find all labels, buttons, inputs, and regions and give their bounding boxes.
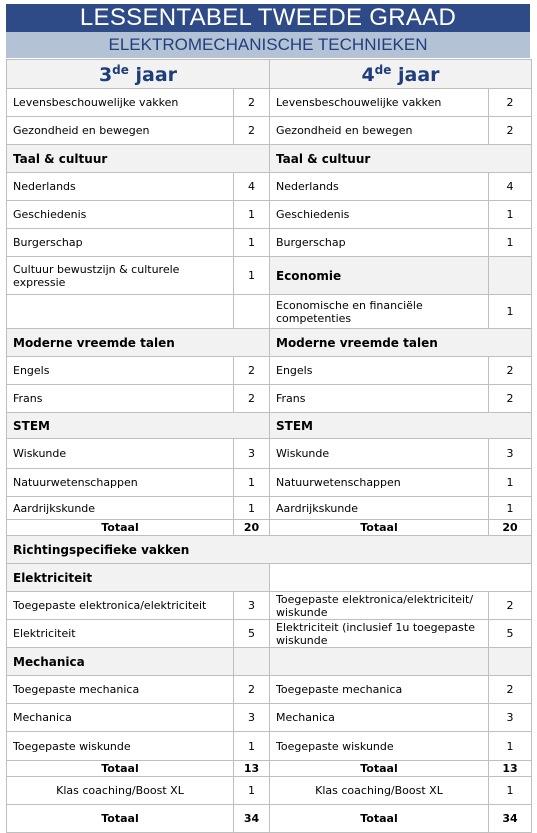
subject-name: Toegepaste mechanica: [7, 676, 234, 704]
subject-name: Klas coaching/Boost XL: [270, 777, 489, 805]
table-row: [7, 385, 532, 413]
total-label: Totaal: [270, 805, 489, 833]
hours-value: 2: [234, 385, 270, 413]
subject-name: Frans: [270, 385, 489, 413]
hours-value: 2: [234, 89, 270, 117]
total-value: 20: [234, 520, 270, 536]
category-label: Taal & cultuur: [7, 145, 270, 173]
subject-name: Aardrijkskunde: [7, 497, 234, 520]
hours-value: 1: [489, 777, 532, 805]
subject-name: Geschiedenis: [270, 201, 489, 229]
hours-value: [489, 257, 532, 295]
category-label: Elektriciteit: [7, 564, 270, 592]
hours-value: 2: [489, 117, 532, 145]
category-label: Moderne vreemde talen: [270, 329, 532, 357]
subject-name: Levensbeschouwelijke vakken: [7, 89, 234, 117]
hours-value: 2: [489, 385, 532, 413]
total-value: 34: [234, 805, 270, 833]
subject-name: Nederlands: [7, 173, 234, 201]
total-label: Totaal: [270, 520, 489, 536]
hours-value: 1: [489, 229, 532, 257]
category-row: [7, 145, 532, 173]
subject-name: Mechanica: [7, 704, 234, 732]
empty-cell: [270, 648, 489, 676]
subject-name: Engels: [270, 357, 489, 385]
hours-value: 4: [489, 173, 532, 201]
total-label: Totaal: [7, 805, 234, 833]
subject-name: [7, 295, 234, 329]
subject-name: Economische en financiële competenties: [270, 295, 489, 329]
subject-name: Engels: [7, 357, 234, 385]
subject-name: Wiskunde: [270, 439, 489, 469]
total-label: Totaal: [7, 520, 234, 536]
category-row: [7, 413, 532, 439]
hours-value: 1: [234, 201, 270, 229]
hours-value: [234, 295, 270, 329]
hours-value: 3: [234, 592, 270, 620]
table-row: [7, 704, 532, 732]
hours-value: 5: [489, 620, 532, 648]
subject-name: Burgerschap: [7, 229, 234, 257]
hours-value: 1: [489, 295, 532, 329]
table-row: [7, 117, 532, 145]
total-value: 13: [489, 761, 532, 777]
hours-value: 1: [234, 229, 270, 257]
table-row: [7, 173, 532, 201]
hours-value: 1: [234, 777, 270, 805]
total-value: 13: [234, 761, 270, 777]
subject-name: Gezondheid en bewegen: [270, 117, 489, 145]
hours-value: 1: [234, 469, 270, 497]
table-row: [7, 469, 532, 497]
subject-name: Gezondheid en bewegen: [7, 117, 234, 145]
hours-value: 2: [234, 676, 270, 704]
category-label: Taal & cultuur: [270, 145, 532, 173]
hours-value: 1: [489, 497, 532, 520]
table-row: [7, 257, 532, 295]
subject-name: Elektriciteit: [7, 620, 234, 648]
table-row: [7, 732, 532, 761]
subject-name: Natuurwetenschappen: [270, 469, 489, 497]
subject-name: Toegepaste elektronica/elektriciteit: [7, 592, 234, 620]
total-label: Totaal: [7, 761, 234, 777]
table-row: [7, 89, 532, 117]
empty-cell: [489, 648, 532, 676]
hours-value: 1: [489, 732, 532, 761]
subject-name: Mechanica: [270, 704, 489, 732]
subject-name: Wiskunde: [7, 439, 234, 469]
hours-value: 3: [234, 704, 270, 732]
hours-value: 2: [489, 89, 532, 117]
category-label: Economie: [270, 257, 489, 295]
subject-name: Cultuur bewustzijn & culturele expressie: [7, 257, 234, 295]
table-row: [7, 229, 532, 257]
category-row: [7, 564, 532, 592]
subject-name: Levensbeschouwelijke vakken: [270, 89, 489, 117]
subject-name: Geschiedenis: [7, 201, 234, 229]
total-row: [7, 761, 532, 777]
year-4-header: 4de jaar: [270, 60, 532, 89]
category-label: Mechanica: [7, 648, 234, 676]
total-row: [7, 805, 532, 833]
hours-value: 4: [234, 173, 270, 201]
category-row: [7, 648, 532, 676]
table-row: [7, 497, 532, 520]
category-row: [7, 329, 532, 357]
hours-value: 2: [489, 592, 532, 620]
total-row: [7, 520, 532, 536]
hours-value: 5: [234, 620, 270, 648]
year-3-header: 3de jaar: [7, 60, 270, 89]
subject-name: Toegepaste wiskunde: [270, 732, 489, 761]
category-label: STEM: [270, 413, 532, 439]
document-title: LESSENTABEL TWEEDE GRAAD: [6, 4, 530, 32]
table-row: [7, 592, 532, 620]
hours-value: 1: [234, 257, 270, 295]
section-label: Richtingspecifieke vakken: [7, 536, 532, 564]
subject-name: Frans: [7, 385, 234, 413]
table-row: [7, 295, 532, 329]
subject-name: Nederlands: [270, 173, 489, 201]
hours-value: 3: [234, 439, 270, 469]
subject-name: Natuurwetenschappen: [7, 469, 234, 497]
hours-value: 1: [234, 497, 270, 520]
subject-name: Burgerschap: [270, 229, 489, 257]
hours-value: 3: [489, 439, 532, 469]
hours-value: 1: [489, 469, 532, 497]
table-row: [7, 676, 532, 704]
subject-name: Toegepaste wiskunde: [7, 732, 234, 761]
subject-name: Aardrijkskunde: [270, 497, 489, 520]
subject-name: Toegepaste mechanica: [270, 676, 489, 704]
hours-value: 3: [489, 704, 532, 732]
hours-value: 2: [489, 676, 532, 704]
subject-name: Toegepaste elektronica/elektriciteit/ wiskunde: [270, 592, 489, 620]
hours-value: 1: [489, 201, 532, 229]
table-row: [7, 357, 532, 385]
hours-value: 2: [489, 357, 532, 385]
lesson-table: [6, 59, 532, 833]
total-value: 20: [489, 520, 532, 536]
empty-cell: [270, 564, 532, 592]
category-label: STEM: [7, 413, 270, 439]
empty-cell: [234, 648, 270, 676]
category-label: Moderne vreemde talen: [7, 329, 270, 357]
table-row: [7, 620, 532, 648]
year-header-row: [7, 60, 532, 89]
subject-name: Klas coaching/Boost XL: [7, 777, 234, 805]
total-value: 34: [489, 805, 532, 833]
document-subtitle: ELEKTROMECHANISCHE TECHNIEKEN: [6, 32, 530, 58]
table-row: [7, 777, 532, 805]
table-row: [7, 201, 532, 229]
section-row: [7, 536, 532, 564]
subject-name: Elektriciteit (inclusief 1u toegepaste wiskunde: [270, 620, 489, 648]
total-label: Totaal: [270, 761, 489, 777]
hours-value: 2: [234, 117, 270, 145]
hours-value: 2: [234, 357, 270, 385]
table-row: [7, 439, 532, 469]
hours-value: 1: [234, 732, 270, 761]
